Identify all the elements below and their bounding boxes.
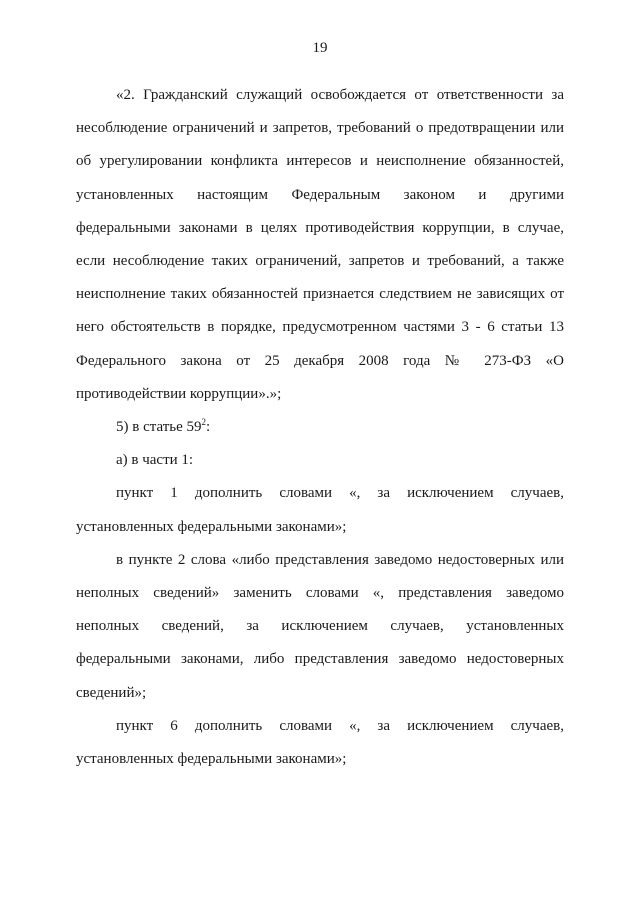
document-body [76, 79, 564, 776]
paragraph-exemption: «2. Гражданский служащий освобождается от ответственности за несоблюдение ограничений и запретов, требований о предотвращении или об урегулировании конфликта интересов и неисполнение обязанностей, установленных настоящим Федеральным законом и другими федеральными законами в целях противодействия коррупции, в случае, если несоблюдение таких ограничений, запретов и требований, а также неисполнение таких обязанностей признается следствием не зависящих от него обстоятельств в порядке, предусмотренном частями 3 - 6 статьи 13 Федерального закона от 25 декабря 2008 года № 273-ФЗ «О противодействии коррупции».»; [76, 87, 564, 402]
article-reference-text: 5) в статье 59 [116, 419, 202, 436]
article-reference-colon: : [206, 419, 211, 436]
page-number: 19 [312, 40, 328, 56]
paragraph-point-2: в пункте 2 слова «либо представления заведомо недостоверных или неполных сведений» заменить словами «, представления заведомо неполных сведений, за исключением случаев, установленных федеральными законами, либо представления заведомо недостоверных сведений»; [76, 551, 564, 701]
paragraph-article-59-2 [76, 411, 564, 444]
article-superscript: 2 [201, 417, 207, 428]
paragraph-part-1: а) в части 1: [116, 452, 194, 469]
paragraph-point-1: пункт 1 дополнить словами «, за исключением случаев, установленных федеральными законами»; [76, 485, 564, 535]
paragraph-point-6: пункт 6 дополнить словами «, за исключением случаев, установленных федеральными законами»; [76, 717, 564, 768]
